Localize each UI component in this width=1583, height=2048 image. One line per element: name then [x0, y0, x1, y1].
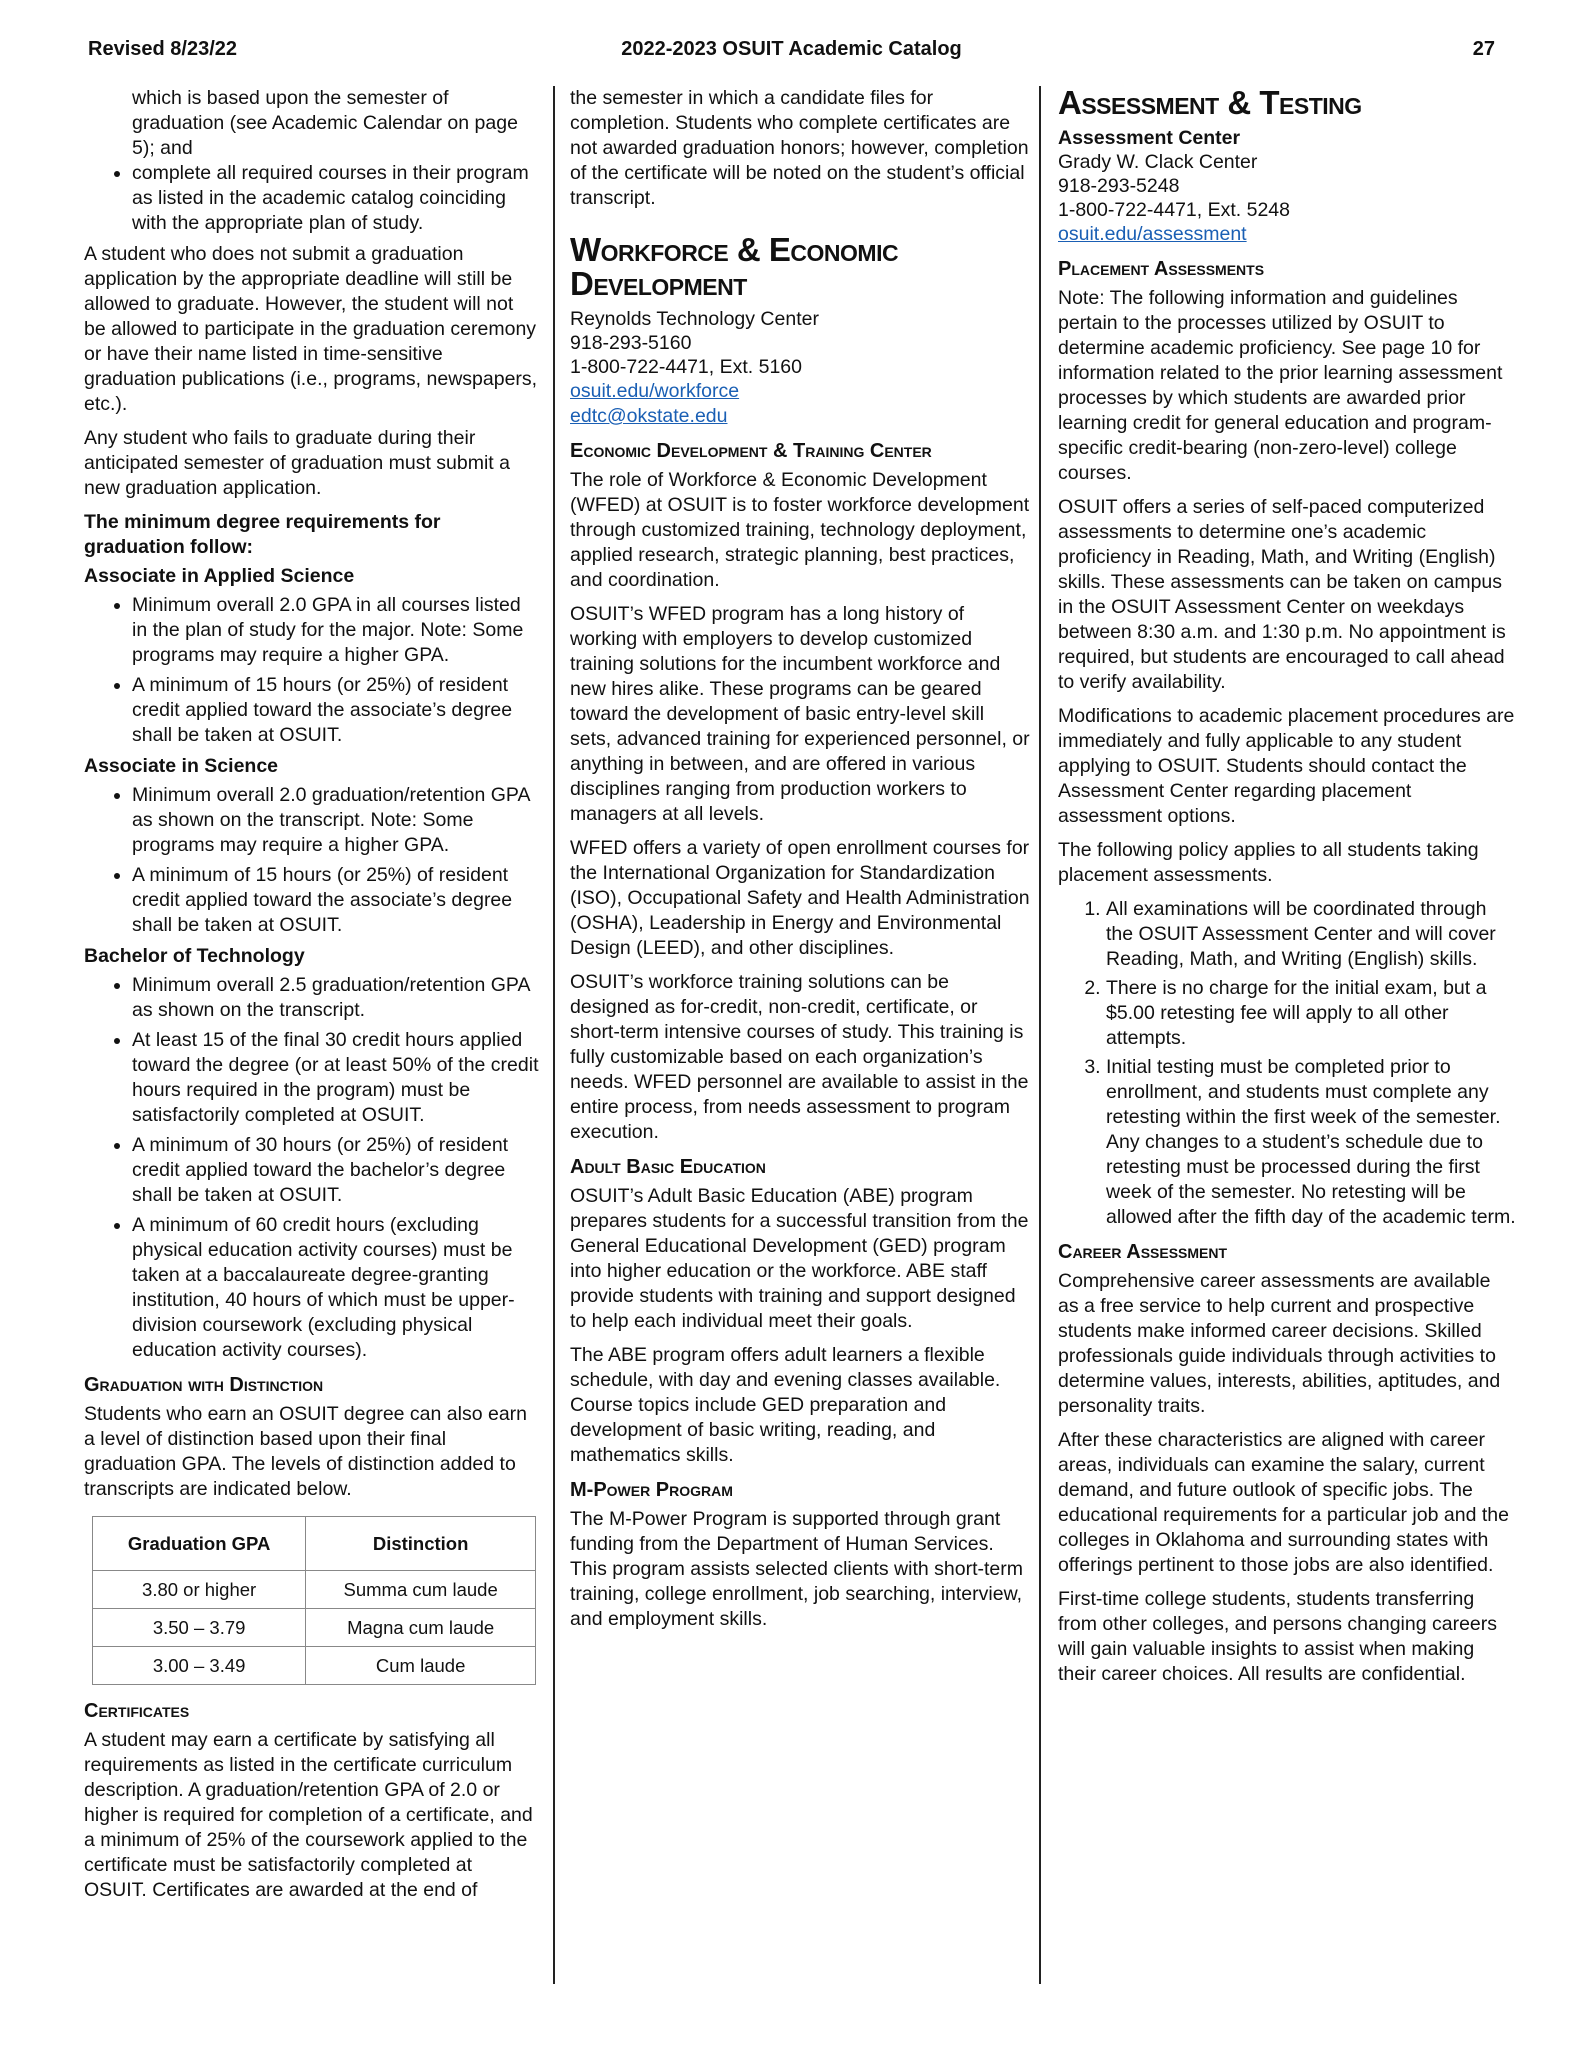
list-item: • Minimum overall 2.0 graduation/retention GPA as shown on the transcript. Note: Some programs may require a higher GPA. [132, 783, 540, 858]
building: Reynolds Technology Center [570, 308, 819, 330]
workforce-link[interactable]: osuit.edu/workforce [570, 380, 740, 402]
table-cell: 3.00 – 3.49 [93, 1647, 306, 1685]
list-item: • A minimum of 15 hours (or 25%) of resident credit applied toward the associate’s degree shall be taken at OSUIT. [132, 863, 540, 938]
table-cell: 3.50 – 3.79 [93, 1609, 306, 1647]
list-item: • A minimum of 15 hours (or 25%) of resident credit applied toward the associate’s degree shall be taken at OSUIT. [132, 673, 540, 748]
as-heading: Associate in Science [84, 755, 279, 777]
list-item: • A minimum of 30 hours (or 25%) of resident credit applied toward the bachelor’s degree shall be taken at OSUIT. [132, 1133, 540, 1208]
column-2 [570, 86, 1030, 1641]
edtc-heading: Economic Development & Training Center [570, 440, 932, 462]
table-header: Distinction [306, 1517, 536, 1571]
email-link[interactable]: edtc@okstate.edu [570, 405, 728, 427]
list-item: • complete all required courses in their program as listed in the academic catalog coinciding with the appropriate plan of study. [132, 161, 540, 236]
bt-list [84, 973, 540, 1363]
placement-heading: Placement Assessments [1058, 258, 1265, 280]
column-divider-1 [553, 86, 555, 1984]
policy-list [1058, 897, 1516, 1230]
page-number: 27 [1472, 38, 1495, 60]
paragraph: Comprehensive career assessments are available as a free service to help current and prospective students make informed career decisions. Skilled professionals guide individuals through activities to determine values, interests, abilities, aptitudes, and personality traits. [1058, 1270, 1501, 1417]
table-header: Graduation GPA [93, 1517, 306, 1571]
phone-tollfree: 1-800-722-4471, Ext. 5160 [570, 356, 803, 378]
table-cell: Magna cum laude [306, 1609, 536, 1647]
paragraph: The ABE program offers adult learners a flexible schedule, with day and evening classes available. Course topics include GED preparation and development of basic writing, reading, and mathematics skills. [570, 1344, 1001, 1466]
wfed-contact [570, 307, 1030, 429]
continued-list [84, 86, 540, 161]
wfed-heading-line1: Workforce & Economic [570, 231, 899, 268]
distinction-table [92, 1516, 536, 1685]
table-cell: Summa cum laude [306, 1571, 536, 1609]
column-1 [84, 86, 540, 1912]
list-item: • Minimum overall 2.5 graduation/retention GPA as shown on the transcript. [132, 973, 540, 1023]
paragraph: A student may earn a certificate by satisfying all requirements as listed in the certificate curriculum description. A graduation/retention GPA of 2.0 or higher is required for completion of a certificate, and a minimum of 25% of the coursework applied to the certificate must be satisfactorily completed at OSUIT. Certificates are awarded at the end of [84, 1729, 533, 1901]
paragraph: OSUIT’s workforce training solutions can be designed as for-credit, non-credit, certificate, or short-term intensive courses of study. This training is fully customizable based on each organization’s needs. WFED personnel are available to assist in the entire process, from needs assessment to program execution. [570, 971, 1029, 1143]
min-requirements-heading: The minimum degree requirements for graduation follow: [84, 511, 441, 558]
table-cell: 3.80 or higher [93, 1571, 306, 1609]
table-row [93, 1609, 536, 1647]
paragraph: A student who does not submit a graduation application by the appropriate deadline will still be allowed to graduate. However, the student will not be allowed to participate in the graduation ceremony or have their name listed in time-sensitive graduation publications (i.e., programs, newspapers, etc.). [84, 243, 538, 415]
paragraph: Any student who fails to graduate during their anticipated semester of graduation must submit a new graduation application. [84, 427, 510, 499]
building: Grady W. Clack Center [1058, 151, 1258, 173]
table-row [93, 1571, 536, 1609]
list-item: 2. There is no charge for the initial exam, but a $5.00 retesting fee will apply to all other attempts. [1106, 976, 1516, 1051]
aas-list [84, 593, 540, 748]
paragraph: WFED offers a variety of open enrollment courses for the International Organization for Standardization (ISO), Occupational Safety and Health Administration (OSHA), Leadership in Energy and Environmental Design (LEED), and other disciplines. [570, 837, 1030, 959]
mpower-heading: M-Power Program [570, 1479, 733, 1501]
paragraph: After these characteristics are aligned with career areas, individuals can examine the salary, current demand, and future outlook of specific jobs. The educational requirements for a particular job and the colleges in Oklahoma and surrounding states with offerings pertinent to those jobs are also identified. [1058, 1429, 1509, 1576]
table-header-row [93, 1517, 536, 1571]
list-item: which is based upon the semester of graduation (see Academic Calendar on page 5); and [132, 87, 518, 159]
paragraph: the semester in which a candidate files for completion. Students who complete certificates are not awarded graduation honors; however, completion of the certificate will be noted on the student’s official transcript. [570, 87, 1029, 209]
career-heading: Career Assessment [1058, 1241, 1228, 1263]
wfed-heading-line2: Development [570, 265, 747, 302]
wfed-heading [570, 233, 1030, 301]
paragraph: First-time college students, students transferring from other colleges, and persons changing careers will gain valuable insights to assist when making their career choices. All results are confidential. [1058, 1588, 1497, 1685]
paragraph: OSUIT’s Adult Basic Education (ABE) program prepares students for a successful transition from the General Educational Development (GED) program into higher education or the workforce. ABE staff provide students with training and support designed to help each individual meet their goals. [570, 1185, 1029, 1332]
continued-list-2 [84, 161, 540, 236]
list-item: • At least 15 of the final 30 credit hours applied toward the degree (or at least 50% of the credit hours required in the program) must be satisfactorily completed at OSUIT. [132, 1028, 540, 1128]
table-cell: Cum laude [306, 1647, 536, 1685]
certificates-heading: Certificates [84, 1700, 190, 1722]
assessment-link[interactable]: osuit.edu/assessment [1058, 223, 1247, 245]
as-list [84, 783, 540, 938]
center-name: Assessment Center [1058, 127, 1241, 149]
paragraph: The M-Power Program is supported through grant funding from the Department of Human Services. This program assists selected clients with short-term training, college enrollment, job searching, interview, and employment skills. [570, 1508, 1023, 1630]
distinction-heading: Graduation with Distinction [84, 1374, 324, 1396]
abe-heading: Adult Basic Education [570, 1156, 766, 1178]
bt-heading: Bachelor of Technology [84, 945, 305, 967]
list-item: • A minimum of 60 credit hours (excluding physical education activity courses) must be taken at a baccalaureate degree-granting institution, 40 hours of which must be upper-division coursework (excluding physical education activity courses). [132, 1213, 540, 1363]
paragraph: OSUIT offers a series of self-paced computerized assessments to determine one’s academic proficiency in Reading, Math, and Writing (English) skills. These assessments can be taken on campus in the OSUIT Assessment Center on weekdays between 8:30 a.m. and 1:30 p.m. No appointment is required, but students are encouraged to call ahead to verify availability. [1058, 496, 1506, 693]
assessment-testing-heading: Assessment & Testing [1058, 84, 1362, 121]
table-row [93, 1647, 536, 1685]
paragraph: The role of Workforce & Economic Development (WFED) at OSUIT is to foster workforce development through customized training, technology deployment, applied research, strategic planning, best practices, and coordination. [570, 469, 1030, 591]
assessment-contact [1058, 126, 1516, 247]
phone: 918-293-5160 [570, 332, 692, 354]
catalog-title: 2022-2023 OSUIT Academic Catalog [621, 38, 962, 60]
revised-date: Revised 8/23/22 [88, 38, 237, 60]
list-item: 1. All examinations will be coordinated through the OSUIT Assessment Center and will cover Reading, Math, and Writing (English) skills. [1106, 897, 1516, 972]
paragraph: The following policy applies to all students taking placement assessments. [1058, 839, 1479, 886]
list-item: 3. Initial testing must be completed prior to enrollment, and students must complete any retesting within the first week of the semester. Any changes to a student’s schedule due to retesting must be processed during the first week of the semester. No retesting will be allowed after the fifth day of the academic term. [1106, 1055, 1516, 1230]
paragraph: Modifications to academic placement procedures are immediately and fully applicable to any student applying to OSUIT. Students should contact the Assessment Center regarding placement assessment options. [1058, 705, 1515, 827]
paragraph: Note: The following information and guidelines pertain to the processes utilized by OSUIT to determine academic proficiency. See page 10 for information related to the prior learning assessment processes by which students are awarded prior learning credit for general education and program-specific credit-bearing (non-zero-level) college courses. [1058, 287, 1503, 484]
aas-heading: Associate in Applied Science [84, 565, 355, 587]
paragraph: OSUIT’s WFED program has a long history of working with employers to develop customized training solutions for the incumbent workforce and new hires alike. These programs can be geared toward the development of basic entry-level skill sets, advanced training for experienced personnel, or anything in between, and are offered in various disciplines ranging from production workers to managers at all levels. [570, 603, 1030, 825]
paragraph: Students who earn an OSUIT degree can also earn a level of distinction based upon their final graduation GPA. The levels of distinction added to transcripts are indicated below. [84, 1403, 527, 1500]
column-divider-2 [1039, 86, 1041, 1984]
column-3 [1058, 86, 1516, 1696]
list-item: • Minimum overall 2.0 GPA in all courses listed in the plan of study for the major. Note: Some programs may require a higher GPA. [132, 593, 540, 668]
phone: 918-293-5248 [1058, 175, 1180, 197]
phone-tollfree: 1-800-722-4471, Ext. 5248 [1058, 199, 1291, 221]
